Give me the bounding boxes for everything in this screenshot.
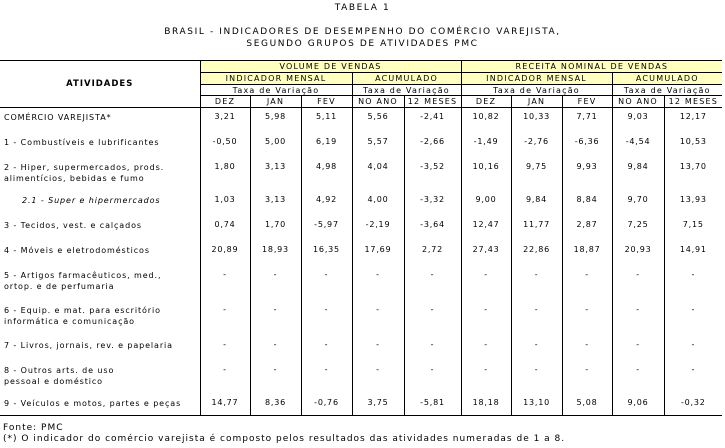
volume-monthly-header: INDICADOR MENSAL: [200, 73, 352, 85]
activity-label-line: 7 - Livros, jornais, rev. e papelaria: [4, 340, 173, 350]
table-row: [0, 336, 722, 361]
value-cell: -: [250, 266, 301, 301]
activity-label-line: 2.1 - Super e hipermercados: [22, 195, 161, 205]
table-subtitle: SEGUNDO GRUPOS DE ATIVIDADES PMC: [246, 39, 479, 49]
value-cell: 11,77: [511, 216, 562, 241]
value-cell: 12,17: [664, 108, 722, 133]
value-cell: 10,82: [461, 108, 511, 133]
activity-label: [0, 361, 200, 394]
activity-label: [0, 133, 200, 158]
value-cell: -: [200, 336, 250, 361]
activity-label-line: ortop. e de perfumaria: [4, 281, 115, 291]
activity-label: [0, 266, 200, 301]
value-cell: 9,75: [511, 158, 562, 191]
value-cell: 7,25: [612, 216, 664, 241]
value-cell: 10,33: [511, 108, 562, 133]
value-cell: -: [250, 336, 301, 361]
value-cell: -: [404, 336, 461, 361]
value-cell: 9,93: [562, 158, 612, 191]
value-cell: -2,76: [511, 133, 562, 158]
value-cell: 10,53: [664, 133, 722, 158]
value-cell: 8,84: [562, 191, 612, 216]
value-cell: -: [404, 266, 461, 301]
value-cell: -: [404, 361, 461, 394]
activity-label-line: 6 - Equip. e mat. para escritório: [4, 305, 161, 315]
value-cell: -: [612, 266, 664, 301]
activity-label-line: 3 - Tecidos, vest. e calçados: [4, 220, 142, 230]
value-cell: 3,13: [250, 158, 301, 191]
table-header: [0, 61, 722, 108]
activity-label: [0, 216, 200, 241]
value-cell: -5,81: [404, 394, 461, 416]
value-cell: -: [461, 336, 511, 361]
receita-accumulated-header: ACUMULADO: [612, 73, 722, 85]
value-cell: 14,77: [200, 394, 250, 416]
activity-label-line: 2 - Hiper, supermercados, prods.: [4, 162, 165, 172]
value-cell: -: [511, 336, 562, 361]
value-cell: 9,84: [511, 191, 562, 216]
activity-label-line: 8 - Outros arts. de uso: [4, 365, 115, 375]
table-row: [0, 301, 722, 336]
value-cell: 17,69: [352, 241, 404, 266]
value-cell: -: [664, 301, 722, 336]
col-header-jan: JAN: [250, 96, 301, 108]
value-cell: 9,84: [612, 158, 664, 191]
value-cell: -0,32: [664, 394, 722, 416]
col-header-dez: DEZ: [461, 96, 511, 108]
col-header-no-ano: NO ANO: [612, 96, 664, 108]
value-cell: 8,36: [250, 394, 301, 416]
table-row: [0, 394, 722, 416]
value-cell: 13,93: [664, 191, 722, 216]
activity-label: [0, 241, 200, 266]
activity-label-line: 5 - Artigos farmacêuticos, med.,: [4, 270, 162, 280]
value-cell: -: [562, 361, 612, 394]
activity-label-line: 4 - Móveis e eletrodomésticos: [4, 245, 150, 255]
value-cell: 3,21: [200, 108, 250, 133]
col-header-12-meses: 12 MESES: [664, 96, 722, 108]
activities-header: ATIVIDADES: [0, 61, 200, 108]
value-cell: 18,18: [461, 394, 511, 416]
value-cell: -: [461, 266, 511, 301]
activity-label: [0, 108, 200, 133]
table-row: [0, 266, 722, 301]
table-row: [0, 108, 722, 133]
value-cell: -3,52: [404, 158, 461, 191]
table-row: [0, 241, 722, 266]
table-body: [0, 108, 722, 416]
activity-label: [0, 336, 200, 361]
value-cell: 22,86: [511, 241, 562, 266]
value-cell: -: [461, 361, 511, 394]
value-cell: -: [612, 361, 664, 394]
value-cell: 12,47: [461, 216, 511, 241]
receita-header: RECEITA NOMINAL DE VENDAS: [461, 61, 722, 73]
col-header-12-meses: 12 MESES: [404, 96, 461, 108]
value-cell: -: [404, 301, 461, 336]
col-header-no-ano: NO ANO: [352, 96, 404, 108]
volume-accumulated-header: ACUMULADO: [352, 73, 461, 85]
source-note: Fonte: PMC: [3, 423, 64, 433]
value-cell: 9,06: [612, 394, 664, 416]
value-cell: -1,49: [461, 133, 511, 158]
value-cell: 5,08: [562, 394, 612, 416]
value-cell: 6,19: [301, 133, 352, 158]
activity-label-line: pessoal e doméstico: [4, 376, 103, 386]
value-cell: 5,98: [250, 108, 301, 133]
value-cell: -: [562, 301, 612, 336]
value-cell: -: [664, 266, 722, 301]
value-cell: -: [200, 301, 250, 336]
value-cell: -5,97: [301, 216, 352, 241]
table-row: [0, 361, 722, 394]
activity-label-line: COMÉRCIO VAREJISTA*: [4, 113, 112, 122]
value-cell: -: [301, 361, 352, 394]
value-cell: 4,04: [352, 158, 404, 191]
value-cell: 4,00: [352, 191, 404, 216]
value-cell: 18,93: [250, 241, 301, 266]
table-row: [0, 133, 722, 158]
value-cell: 3,13: [250, 191, 301, 216]
value-cell: -: [301, 301, 352, 336]
value-cell: 7,15: [664, 216, 722, 241]
value-cell: 9,03: [612, 108, 664, 133]
value-cell: 14,91: [664, 241, 722, 266]
value-cell: -: [352, 301, 404, 336]
value-cell: -2,41: [404, 108, 461, 133]
value-cell: 10,16: [461, 158, 511, 191]
value-cell: 7,71: [562, 108, 612, 133]
value-cell: -: [511, 301, 562, 336]
value-cell: 2,72: [404, 241, 461, 266]
value-cell: -: [562, 336, 612, 361]
value-cell: -: [562, 266, 612, 301]
col-header-fev: FEV: [301, 96, 352, 108]
receita-monthly-rate: Taxa de Variação: [461, 85, 612, 96]
value-cell: -: [664, 336, 722, 361]
value-cell: 16,35: [301, 241, 352, 266]
value-cell: 5,11: [301, 108, 352, 133]
table-row: [0, 191, 722, 216]
value-cell: -: [612, 336, 664, 361]
value-cell: 27,43: [461, 241, 511, 266]
value-cell: -: [461, 301, 511, 336]
volume-monthly-rate: Taxa de Variação: [200, 85, 352, 96]
value-cell: 5,57: [352, 133, 404, 158]
volume-header: VOLUME DE VENDAS: [200, 61, 461, 73]
value-cell: -: [200, 361, 250, 394]
value-cell: -3,64: [404, 216, 461, 241]
value-cell: -: [301, 266, 352, 301]
value-cell: -: [250, 301, 301, 336]
activity-label: [0, 158, 200, 191]
value-cell: -3,32: [404, 191, 461, 216]
value-cell: 5,56: [352, 108, 404, 133]
value-cell: 9,00: [461, 191, 511, 216]
value-cell: -: [301, 336, 352, 361]
value-cell: 2,87: [562, 216, 612, 241]
activity-label-line: alimentícios, bebidas e fumo: [4, 173, 145, 183]
value-cell: 3,75: [352, 394, 404, 416]
value-cell: -: [664, 361, 722, 394]
value-cell: -0,76: [301, 394, 352, 416]
value-cell: -: [511, 361, 562, 394]
value-cell: -: [352, 336, 404, 361]
activity-label-line: 1 - Combustíveis e lubrificantes: [4, 137, 160, 147]
value-cell: 0,74: [200, 216, 250, 241]
indicators-table: [0, 60, 722, 416]
value-cell: 20,93: [612, 241, 664, 266]
activity-label: [0, 301, 200, 336]
table-row: [0, 158, 722, 191]
value-cell: -6,36: [562, 133, 612, 158]
value-cell: 4,92: [301, 191, 352, 216]
value-cell: -2,66: [404, 133, 461, 158]
volume-accumulated-rate: Taxa de Variação: [352, 85, 461, 96]
table-number: TABELA 1: [334, 3, 391, 13]
value-cell: 1,70: [250, 216, 301, 241]
value-cell: 1,80: [200, 158, 250, 191]
value-cell: 20,89: [200, 241, 250, 266]
value-cell: -: [250, 361, 301, 394]
value-cell: 9,70: [612, 191, 664, 216]
table-title: BRASIL - INDICADORES DE DESEMPENHO DO COMÉRCIO VAREJISTA,: [164, 27, 561, 37]
value-cell: -4,54: [612, 133, 664, 158]
receita-accumulated-rate: Taxa de Variação: [612, 85, 722, 96]
value-cell: -: [200, 266, 250, 301]
value-cell: 1,03: [200, 191, 250, 216]
value-cell: 5,00: [250, 133, 301, 158]
value-cell: -0,50: [200, 133, 250, 158]
col-header-fev: FEV: [562, 96, 612, 108]
activity-label-line: 9 - Veículos e motos, partes e peças: [4, 398, 182, 408]
value-cell: -: [511, 266, 562, 301]
receita-monthly-header: INDICADOR MENSAL: [461, 73, 612, 85]
value-cell: 13,70: [664, 158, 722, 191]
col-header-dez: DEZ: [200, 96, 250, 108]
table-row: [0, 216, 722, 241]
activity-label: [0, 191, 200, 216]
value-cell: -: [352, 361, 404, 394]
footnote: (*) O indicador do comércio varejista é composto pelos resultados das atividades numeradas de 1 a 8.: [3, 434, 566, 444]
activity-label: [0, 394, 200, 416]
value-cell: -2,19: [352, 216, 404, 241]
activity-label-line: informática e comunicação: [4, 316, 135, 326]
value-cell: 18,87: [562, 241, 612, 266]
value-cell: 13,10: [511, 394, 562, 416]
value-cell: -: [352, 266, 404, 301]
value-cell: 4,98: [301, 158, 352, 191]
col-header-jan: JAN: [511, 96, 562, 108]
value-cell: -: [612, 301, 664, 336]
